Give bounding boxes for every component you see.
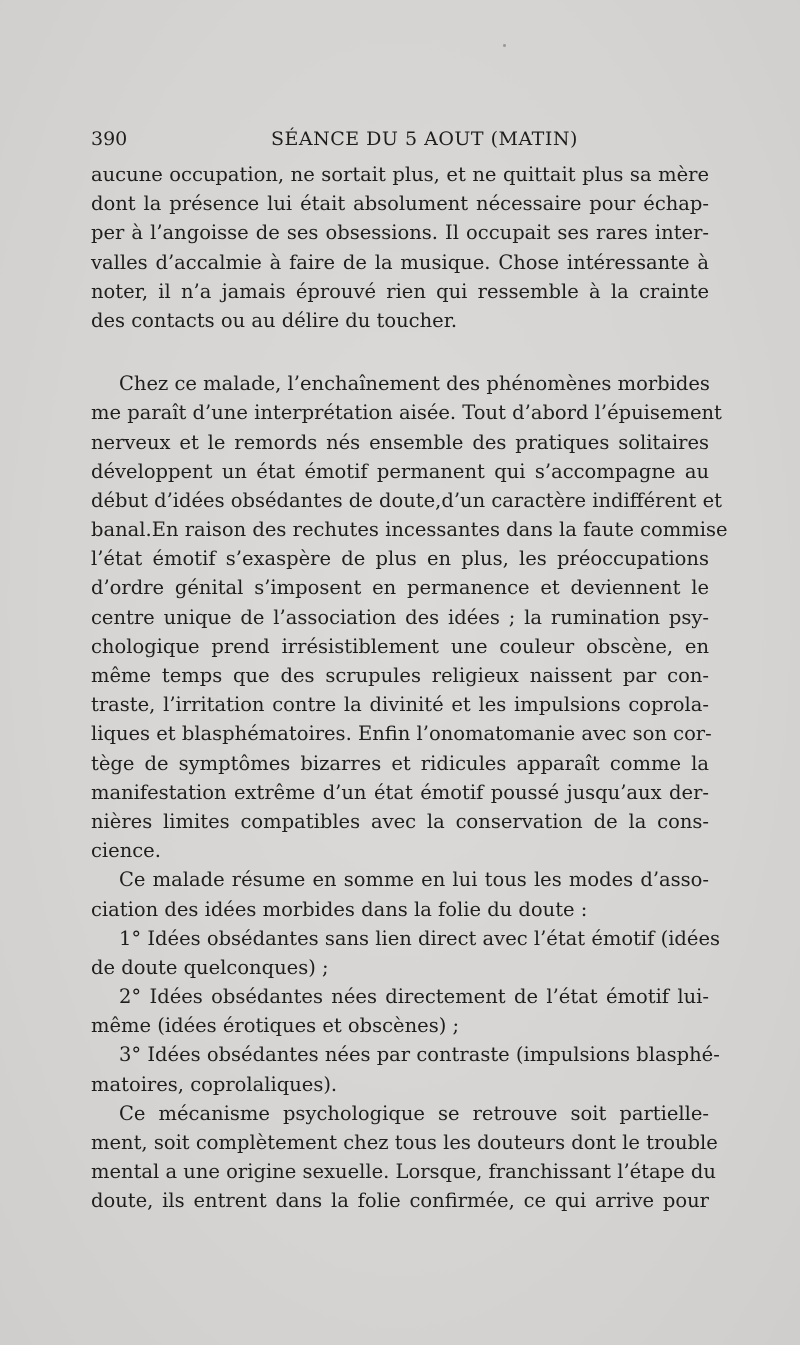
text-line: Ce mécanisme psychologique se retrouve soit partielle-: [119, 1101, 709, 1125]
text-line: Ce malade résume en somme en lui tous les modes d’asso-: [119, 868, 709, 892]
text-line: traste, l’irritation contre la divinité et les impulsions coprola-: [91, 693, 709, 717]
paragraph: [91, 865, 709, 923]
text-line: de doute quelconques) ;: [91, 955, 329, 979]
text-line: ciation des idées morbides dans la folie du doute :: [91, 897, 588, 921]
text-line: nières limites compatibles avec la conservation de la cons-: [91, 809, 709, 833]
text-line: manifestation extrême d’un état émotif poussé jusqu’aux der-: [91, 780, 709, 804]
text-line: début d’idées obsédantes de doute,d’un caractère indifférent et: [91, 488, 722, 512]
text-line: 1° Idées obsédantes sans lien direct avec l’état émotif (idées: [119, 926, 720, 950]
text-line: 2° Idées obsédantes nées directement de l’état émotif lui-: [119, 985, 709, 1009]
paragraph: [91, 1099, 718, 1216]
text-line: dont la présence lui était absolument nécessaire pour échap-: [91, 192, 709, 216]
text-line: même (idées érotiques et obscènes) ;: [91, 1014, 460, 1038]
text-line: liques et blasphématoires. Enfin l’onomatomanie avec son cor-: [91, 722, 712, 746]
text-line: Chez ce malade, l’enchaînement des phénomènes morbides: [119, 372, 710, 396]
text-line: doute, ils entrent dans la folie confirmée, ce qui arrive pour: [91, 1189, 709, 1213]
text-line: mental a une origine sexuelle. Lorsque, franchissant l’étape du: [91, 1160, 716, 1184]
text-line: per à l’angoisse de ses obsessions. Il occupait ses rares inter-: [91, 221, 709, 245]
list-item: [91, 924, 720, 982]
text-line: matoires, coprolaliques).: [91, 1072, 338, 1096]
text-line: même temps que des scrupules religieux naissent par con-: [91, 664, 709, 687]
page-number: 390: [91, 128, 128, 150]
text-line: chologique prend irrésistiblement une couleur obscène, en: [91, 634, 709, 658]
text-line: valles d’accalmie à faire de la musique. Chose intéressante à: [91, 250, 709, 274]
text-line: des contacts ou au délire du toucher.: [91, 308, 458, 332]
text-line: d’ordre génital s’imposent en permanence et deviennent le: [91, 576, 709, 600]
list-item: [91, 1040, 720, 1098]
text-line: cience.: [91, 839, 161, 863]
text-line: me paraît d’une interprétation aisée. Tout d’abord l’épuisement: [91, 401, 722, 425]
text-line: tège de symptômes bizarres et ridicules apparaît comme la: [91, 751, 709, 775]
text-line: l’état émotif s’exaspère de plus en plus, les préoccupations: [91, 547, 709, 571]
paragraph: [91, 369, 728, 865]
running-title: SÉANCE DU 5 AOUT (MATIN): [271, 128, 578, 150]
text-line: noter, il n’a jamais éprouvé rien qui ressemble à la crainte: [91, 279, 709, 303]
text-line: développent un état émotif permanent qui s’accompagne au: [91, 459, 709, 483]
list-item: [91, 982, 709, 1040]
running-header: [91, 128, 711, 154]
page-body: [91, 160, 728, 1216]
text-line: centre unique de l’association des idées ; la rumination psy-: [91, 605, 709, 629]
text-line: 3° Idées obsédantes nées par contraste (impulsions blasphé-: [119, 1043, 720, 1067]
speck: [503, 44, 506, 47]
text-line: aucune occupation, ne sortait plus, et ne quittait plus sa mère: [91, 163, 709, 186]
text-line: banal.En raison des rechutes incessantes dans la faute commise: [91, 518, 728, 542]
paragraph: [91, 160, 709, 335]
text-line: nerveux et le remords nés ensemble des pratiques solitaires: [91, 430, 709, 454]
text-line: ment, soit complètement chez tous les douteurs dont le trouble: [91, 1131, 718, 1154]
